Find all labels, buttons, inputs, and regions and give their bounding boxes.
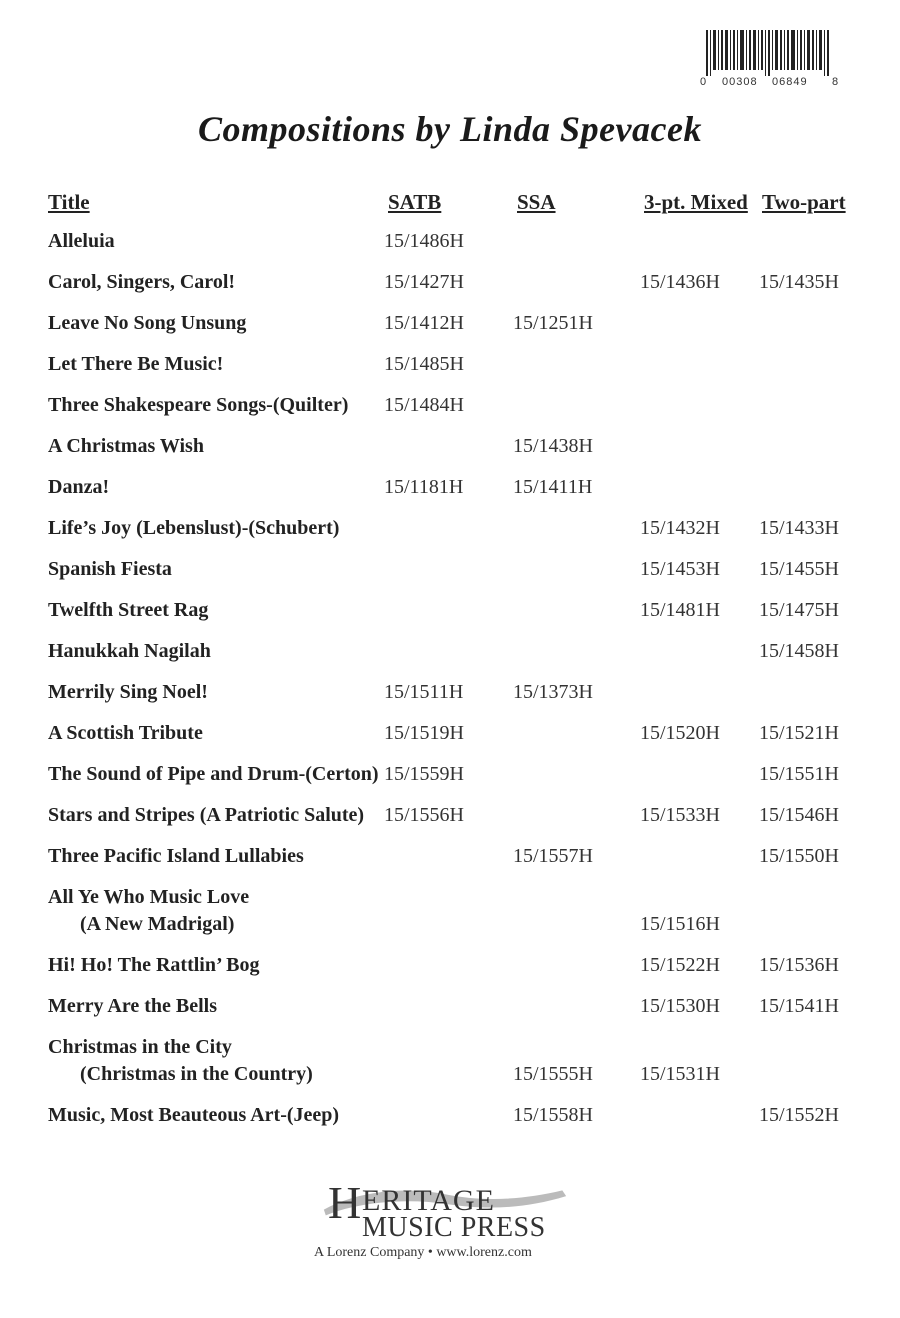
cell-3pt-mixed: 15/1520H [640, 722, 720, 744]
cell-3pt-mixed: 15/1530H [640, 995, 720, 1017]
row-title: Stars and Stripes (A Patriotic Salute) [48, 804, 365, 826]
row-title: Hanukkah Nagilah [48, 640, 211, 662]
row-title: Life’s Joy (Lebenslust)-(Schubert) [48, 517, 340, 539]
table-row [0, 1104, 900, 1145]
cell-ssa: 15/1251H [513, 312, 593, 334]
logo-big-letter: H [328, 1177, 363, 1228]
table-row [0, 640, 900, 681]
cell-ssa: 15/1558H [513, 1104, 593, 1126]
row-title: Carol, Singers, Carol! [48, 271, 236, 293]
cell-3pt-mixed: 15/1533H [640, 804, 720, 826]
table-row [0, 722, 900, 763]
cell-3pt-mixed: 15/1516H [640, 913, 720, 935]
table-row [0, 476, 900, 517]
cell-3pt-mixed: 15/1436H [640, 271, 720, 293]
page-title: Compositions by Linda Spevacek [198, 109, 702, 149]
cell-ssa: 15/1555H [513, 1063, 593, 1085]
cell-two-part: 15/1521H [759, 722, 839, 744]
row-subtitle: (Christmas in the Country) [80, 1063, 313, 1085]
cell-satb: 15/1486H [384, 230, 464, 252]
row-title: Merrily Sing Noel! [48, 681, 208, 703]
table-row [0, 517, 900, 558]
cell-3pt-mixed: 15/1432H [640, 517, 720, 539]
row-title: All Ye Who Music Love [48, 886, 250, 908]
cell-two-part: 15/1475H [759, 599, 839, 621]
table-row [0, 845, 900, 886]
row-title: Leave No Song Unsung [48, 312, 247, 334]
table-row [0, 230, 900, 271]
barcode-digit: 0 [700, 76, 708, 88]
row-title: Twelfth Street Rag [48, 599, 209, 621]
cell-satb: 15/1559H [384, 763, 464, 785]
header-3pt-mixed: 3-pt. Mixed [644, 190, 748, 214]
cell-two-part: 15/1433H [759, 517, 839, 539]
cell-two-part: 15/1550H [759, 845, 839, 867]
cell-satb: 15/1427H [384, 271, 464, 293]
cell-two-part: 15/1541H [759, 995, 839, 1017]
barcode-bars [706, 30, 834, 76]
cell-satb: 15/1181H [384, 476, 464, 498]
cell-satb: 15/1485H [384, 353, 464, 375]
table-row [0, 886, 900, 935]
cell-3pt-mixed: 15/1531H [640, 1063, 720, 1085]
table-row [0, 995, 900, 1036]
table-row [0, 435, 900, 476]
barcode [700, 30, 840, 94]
cell-two-part: 15/1546H [759, 804, 839, 826]
cell-3pt-mixed: 15/1453H [640, 558, 720, 580]
table-row [0, 271, 900, 312]
row-title: Hi! Ho! The Rattlin’ Bog [48, 954, 260, 976]
logo-tagline: A Lorenz Company • www.lorenz.com [314, 1245, 532, 1260]
row-title: Christmas in the City [48, 1036, 232, 1058]
cell-satb: 15/1511H [384, 681, 464, 703]
cell-3pt-mixed: 15/1522H [640, 954, 720, 976]
barcode-digit: 00308 [722, 76, 758, 88]
cell-ssa: 15/1411H [513, 476, 593, 498]
table-row [0, 763, 900, 804]
table-row [0, 954, 900, 995]
cell-satb: 15/1412H [384, 312, 464, 334]
cell-satb: 15/1556H [384, 804, 464, 826]
logo-line2: MUSIC PRESS [362, 1212, 546, 1243]
row-title: The Sound of Pipe and Drum-(Certon) [48, 763, 379, 785]
header-satb: SATB [388, 190, 442, 214]
row-title: Alleluia [48, 230, 115, 252]
row-title: A Christmas Wish [48, 435, 204, 457]
table-row [0, 599, 900, 640]
cell-3pt-mixed: 15/1481H [640, 599, 720, 621]
cell-satb: 15/1484H [384, 394, 464, 416]
cell-ssa: 15/1373H [513, 681, 593, 703]
cell-satb: 15/1519H [384, 722, 464, 744]
row-title: Spanish Fiesta [48, 558, 172, 580]
cell-two-part: 15/1536H [759, 954, 839, 976]
cell-two-part: 15/1552H [759, 1104, 839, 1126]
row-title: Danza! [48, 476, 110, 498]
header-ssa: SSA [517, 190, 556, 214]
row-title: A Scottish Tribute [48, 722, 203, 744]
header-title: Title [48, 190, 90, 214]
cell-ssa: 15/1557H [513, 845, 593, 867]
table-row [0, 804, 900, 845]
row-title: Music, Most Beauteous Art-(Jeep) [48, 1104, 340, 1126]
row-subtitle: (A New Madrigal) [80, 913, 235, 935]
table-row [0, 312, 900, 353]
cell-two-part: 15/1435H [759, 271, 839, 293]
cell-two-part: 15/1458H [759, 640, 839, 662]
barcode-digit: 8 [832, 76, 840, 88]
table-row [0, 1036, 900, 1085]
logo-line1: ERITAGE [362, 1184, 495, 1217]
row-title: Let There Be Music! [48, 353, 224, 375]
table-row [0, 558, 900, 599]
barcode-digit: 06849 [772, 76, 808, 88]
row-title: Merry Are the Bells [48, 995, 218, 1017]
cell-ssa: 15/1438H [513, 435, 593, 457]
row-title: Three Shakespeare Songs-(Quilter) [48, 394, 349, 416]
table-row [0, 394, 900, 435]
table-row [0, 353, 900, 394]
header-two-part: Two-part [762, 190, 846, 214]
heritage-music-press-logo [312, 1172, 602, 1268]
row-title: Three Pacific Island Lullabies [48, 845, 304, 867]
cell-two-part: 15/1455H [759, 558, 839, 580]
cell-two-part: 15/1551H [759, 763, 839, 785]
table-row [0, 681, 900, 722]
